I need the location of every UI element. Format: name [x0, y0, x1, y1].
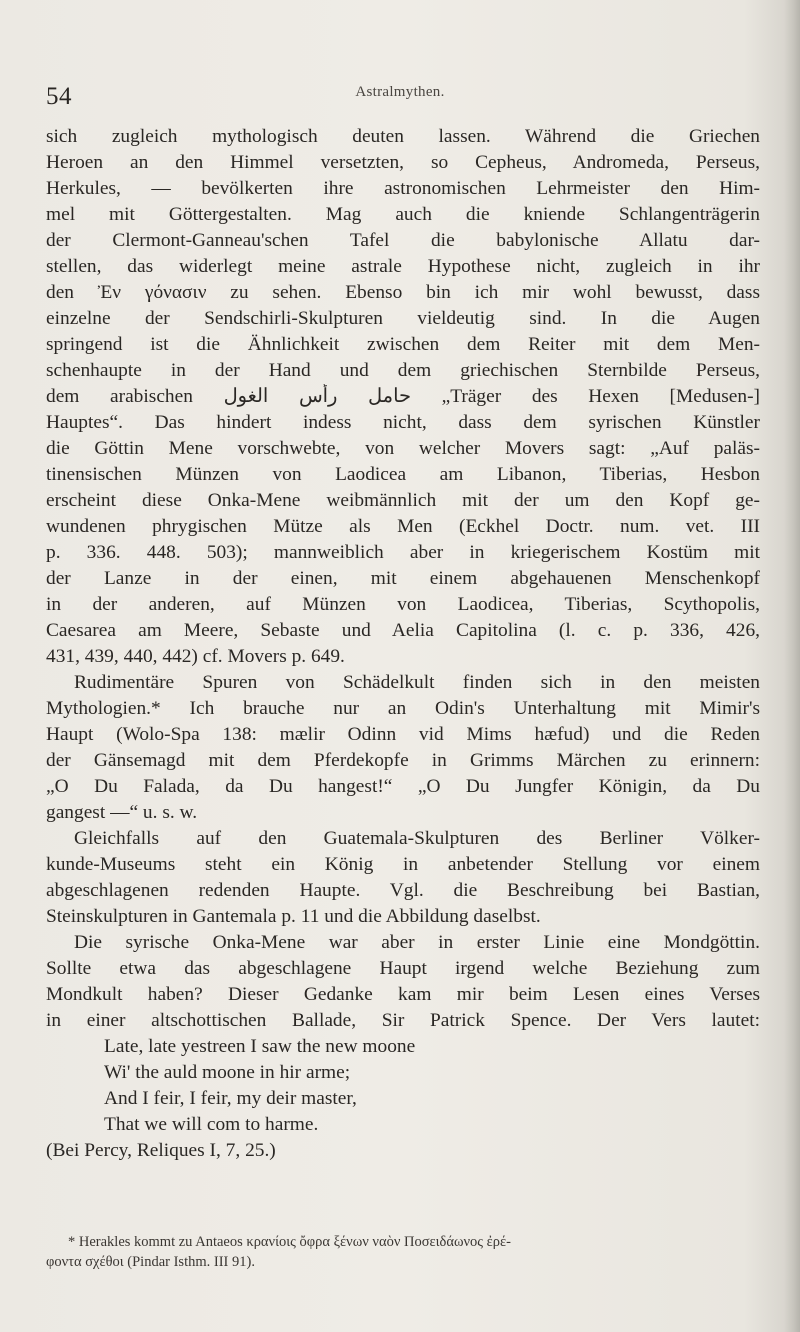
text-line: der Clermont-Ganneau'schen Tafel die babylonische Allatu dar- [46, 230, 760, 251]
text-line: stellen, das widerlegt meine astrale Hypothese nicht, zugleich in ihr [46, 256, 760, 277]
text-line: Haupt (Wolo-Spa 138: mælir Odinn vid Mims hæfud) und die Reden [46, 724, 760, 745]
footnote-line: φοντα σχέθοι (Pindar Isthm. III 91). [46, 1254, 255, 1270]
footnote [46, 1232, 760, 1272]
text-line: Heroen an den Himmel versetzten, so Cepheus, Andromeda, Perseus, [46, 152, 760, 173]
text-line: in der anderen, auf Münzen von Laodicea, Tiberias, Scythopolis, [46, 594, 760, 615]
verse-line: That we will com to harme. [104, 1114, 319, 1135]
page-number: 54 [46, 83, 72, 110]
text-line: den Ἐν γόνασιν zu sehen. Ebenso bin ich mir wohl bewusst, dass [46, 282, 760, 303]
text-line: Caesarea am Meere, Sebaste und Aelia Capitolina (l. c. p. 336, 426, [46, 620, 760, 641]
text-line: tinensischen Münzen von Laodicea am Libanon, Tiberias, Hesbon [46, 464, 760, 485]
text-line: mel mit Göttergestalten. Mag auch die kniende Schlangenträgerin [46, 204, 760, 225]
citation-line: (Bei Percy, Reliques I, 7, 25.) [46, 1140, 276, 1161]
paragraph-start: Rudimentäre Spuren von Schädelkult finden sich in den meisten [74, 672, 760, 693]
text-line: erscheint diese Onka-Mene weibmännlich mit der um den Kopf ge- [46, 490, 760, 511]
main-text [46, 124, 760, 1164]
text-line: Mythologien.* Ich brauche nur an Odin's Unterhaltung mit Mimir's [46, 698, 760, 719]
paragraph-start: Gleichfalls auf den Guatemala-Skulpturen des Berliner Völker- [74, 828, 760, 849]
text-line: der Lanze in der einen, mit einem abgehauenen Menschenkopf [46, 568, 760, 589]
text-line: sich zugleich mythologisch deuten lassen. Während die Griechen [46, 126, 760, 147]
text-line: Steinskulpturen in Gantemala p. 11 und die Abbildung daselbst. [46, 906, 541, 927]
text-line-arabic: dem arabischen حامل رأس الغول „Träger des Hexen [Medusen-] [46, 386, 760, 407]
text-line: Herkules, — bevölkerten ihre astronomischen Lehrmeister den Him- [46, 178, 760, 199]
text-line: abgeschlagenen redenden Haupte. Vgl. die Beschreibung bei Bastian, [46, 880, 760, 901]
text-line: kunde-Museums steht ein König in anbetender Stellung vor einem [46, 854, 760, 875]
text-line: Sollte etwa das abgeschlagene Haupt irgend welche Beziehung zum [46, 958, 760, 979]
page-edge-shadow [784, 0, 800, 1332]
text-line: „O Du Falada, da Du hangest!“ „O Du Jungfer Königin, da Du [46, 776, 760, 797]
text-line: springend ist die Ähnlichkeit zwischen dem Reiter mit dem Men- [46, 334, 760, 355]
verse-line: Late, late yestreen I saw the new moone [104, 1036, 416, 1057]
text-line: p. 336. 448. 503); mannweiblich aber in kriegerischem Kostüm mit [46, 542, 760, 563]
text-line: in einer altschottischen Ballade, Sir Patrick Spence. Der Vers lautet: [46, 1010, 760, 1031]
text-line: der Gänsemagd mit dem Pferdekopfe in Grimms Märchen zu erinnern: [46, 750, 760, 771]
text-line: Hauptes“. Das hindert indess nicht, dass dem syrischen Künstler [46, 412, 760, 433]
text-line: wundenen phrygischen Mütze als Men (Eckhel Doctr. num. vet. III [46, 516, 760, 537]
text-line: die Göttin Mene vorschwebte, von welcher Movers sagt: „Auf paläs- [46, 438, 760, 459]
verse-line: And I feir, I feir, my deir master, [104, 1088, 357, 1109]
paragraph-start: Die syrische Onka-Mene war aber in erster Linie eine Mondgöttin. [74, 932, 760, 953]
text-line: Mondkult haben? Dieser Gedanke kam mir beim Lesen eines Verses [46, 984, 760, 1005]
running-title: Astralmythen. [355, 84, 445, 100]
text-line: schenhaupte in der Hand und dem griechischen Sternbilde Perseus, [46, 360, 760, 381]
footnote-line: * Herakles kommt zu Antaeos κρανίοις ὄφρα ξένων ναὸν Ποσειδάωνος ἐρέ- [68, 1234, 511, 1250]
text-line: einzelne der Sendschirli-Skulpturen vieldeutig sind. In die Augen [46, 308, 760, 329]
text-line: gangest —“ u. s. w. [46, 802, 198, 823]
verse-line: Wi' the auld moone in hir arme; [104, 1062, 351, 1083]
text-line: 431, 439, 440, 442) cf. Movers p. 649. [46, 646, 345, 667]
